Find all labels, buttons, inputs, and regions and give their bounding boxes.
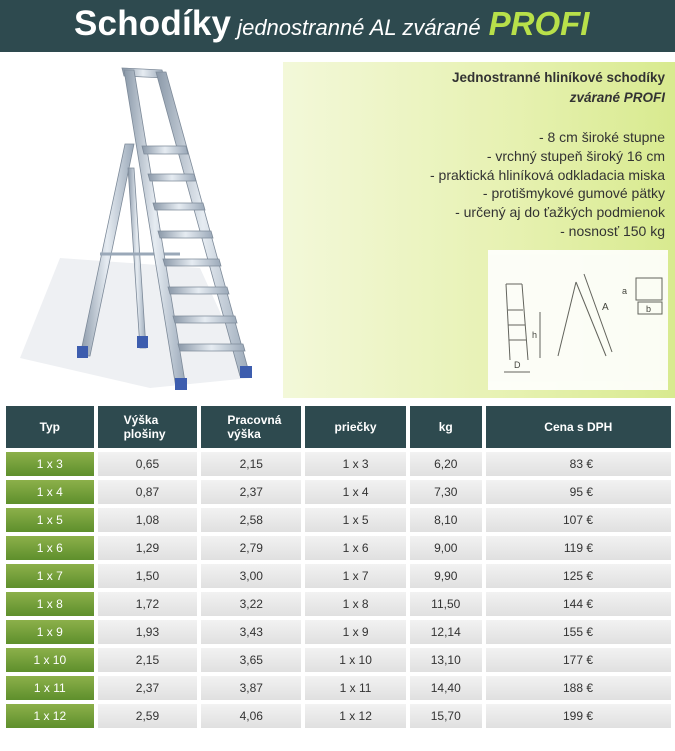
cell-priecky: 1 x 8 xyxy=(305,592,406,616)
cell-kg: 6,20 xyxy=(410,452,482,476)
cell-priecky: 1 x 6 xyxy=(305,536,406,560)
cell-cena: 177 € xyxy=(486,648,671,672)
cell-vyska: 1,50 xyxy=(98,564,198,588)
cell-vyska: 2,15 xyxy=(98,648,198,672)
feature-item: - 8 cm široké stupne xyxy=(538,129,665,145)
product-title xyxy=(452,68,665,108)
price-table xyxy=(2,402,675,732)
title-main: Schodíky xyxy=(74,4,232,43)
cell-typ: 1 x 4 xyxy=(6,480,94,504)
feature-item: - vrchný stupeň široký 16 cm xyxy=(486,147,665,164)
table-body xyxy=(6,452,671,728)
cell-kg: 11,50 xyxy=(410,592,482,616)
feature-item: - určený aj do ťažkých podmienok xyxy=(455,204,665,221)
cell-cena: 144 € xyxy=(486,592,671,616)
cell-typ: 1 x 3 xyxy=(6,452,94,476)
cell-pracovna: 2,58 xyxy=(201,508,301,532)
title-bar xyxy=(0,0,675,52)
cell-pracovna: 2,15 xyxy=(201,452,301,476)
cell-cena: 188 € xyxy=(486,676,671,700)
col-vyska-line2: plošiny xyxy=(123,427,166,441)
cell-typ: 1 x 11 xyxy=(6,676,94,700)
cell-pracovna: 3,00 xyxy=(201,564,301,588)
col-vyska-line1: Výška xyxy=(123,413,159,427)
cell-kg: 9,00 xyxy=(410,536,482,560)
cell-cena: 199 € xyxy=(486,704,671,728)
col-pracovna xyxy=(201,406,301,448)
cell-priecky: 1 x 11 xyxy=(305,676,406,700)
label-b: b xyxy=(646,304,652,314)
cell-priecky: 1 x 7 xyxy=(305,564,406,588)
cell-vyska: 0,87 xyxy=(98,480,198,504)
cell-pracovna: 4,06 xyxy=(201,704,301,728)
dimension-diagram xyxy=(488,250,668,390)
cell-pracovna: 3,43 xyxy=(201,620,301,644)
page-title xyxy=(74,4,589,44)
table-header-row xyxy=(6,406,671,448)
cell-pracovna: 3,65 xyxy=(201,648,301,672)
cell-kg: 15,70 xyxy=(410,704,482,728)
cell-priecky: 1 x 10 xyxy=(305,648,406,672)
cell-vyska: 1,72 xyxy=(98,592,198,616)
cell-vyska: 1,08 xyxy=(98,508,198,532)
table-row xyxy=(6,536,671,560)
cell-vyska: 0,65 xyxy=(98,452,198,476)
col-priecky: priečky xyxy=(305,406,406,448)
cell-kg: 13,10 xyxy=(410,648,482,672)
cell-vyska: 1,93 xyxy=(98,620,198,644)
cell-pracovna: 3,22 xyxy=(201,592,301,616)
cell-cena: 155 € xyxy=(486,620,671,644)
cell-typ: 1 x 5 xyxy=(6,508,94,532)
cell-cena: 125 € xyxy=(486,564,671,588)
cell-priecky: 1 x 3 xyxy=(305,452,406,476)
col-kg: kg xyxy=(410,406,482,448)
cell-vyska: 2,59 xyxy=(98,704,198,728)
cell-kg: 14,40 xyxy=(410,676,482,700)
table-row xyxy=(6,508,671,532)
label-D: D xyxy=(514,360,521,370)
cell-typ: 1 x 10 xyxy=(6,648,94,672)
col-pracovna-line2: výška xyxy=(227,427,261,441)
label-h: h xyxy=(532,330,538,340)
col-vyska xyxy=(98,406,198,448)
cell-priecky: 1 x 12 xyxy=(305,704,406,728)
cell-typ: 1 x 12 xyxy=(6,704,94,728)
table-row xyxy=(6,620,671,644)
cell-cena: 119 € xyxy=(486,536,671,560)
cell-kg: 12,14 xyxy=(410,620,482,644)
cell-cena: 107 € xyxy=(486,508,671,532)
cell-kg: 8,10 xyxy=(410,508,482,532)
cell-typ: 1 x 9 xyxy=(6,620,94,644)
table-row xyxy=(6,648,671,672)
col-typ: Typ xyxy=(6,406,94,448)
product-title-line2: zvárané PROFI xyxy=(569,90,665,105)
cell-typ: 1 x 7 xyxy=(6,564,94,588)
label-a: a xyxy=(622,286,628,296)
cell-pracovna: 2,79 xyxy=(201,536,301,560)
cell-vyska: 1,29 xyxy=(98,536,198,560)
cell-priecky: 1 x 5 xyxy=(305,508,406,532)
title-profi: PROFI xyxy=(488,5,590,42)
col-pracovna-line1: Pracovná xyxy=(227,413,282,427)
table-row xyxy=(6,704,671,728)
cell-kg: 7,30 xyxy=(410,480,482,504)
cell-typ: 1 x 8 xyxy=(6,592,94,616)
cell-typ: 1 x 6 xyxy=(6,536,94,560)
cell-pracovna: 3,87 xyxy=(201,676,301,700)
feature-item: - protišmykové gumové pätky xyxy=(482,185,665,202)
table-row xyxy=(6,676,671,700)
cell-cena: 95 € xyxy=(486,480,671,504)
table-row xyxy=(6,592,671,616)
cell-vyska: 2,37 xyxy=(98,676,198,700)
title-sub: jednostranné AL zvárané xyxy=(237,15,481,40)
feature-list xyxy=(430,128,665,241)
ladder-photo xyxy=(0,58,282,398)
col-cena: Cena s DPH xyxy=(486,406,671,448)
cell-kg: 9,90 xyxy=(410,564,482,588)
feature-item: - nosnosť 150 kg xyxy=(560,222,665,239)
feature-item: - praktická hliníková odkladacia miska xyxy=(430,166,665,183)
table-row xyxy=(6,452,671,476)
cell-cena: 83 € xyxy=(486,452,671,476)
table-row xyxy=(6,564,671,588)
table-row xyxy=(6,480,671,504)
cell-priecky: 1 x 9 xyxy=(305,620,406,644)
product-title-line1: Jednostranné hliníkové schodíky xyxy=(451,70,665,85)
cell-priecky: 1 x 4 xyxy=(305,480,406,504)
label-A: A xyxy=(602,302,609,313)
cell-pracovna: 2,37 xyxy=(201,480,301,504)
